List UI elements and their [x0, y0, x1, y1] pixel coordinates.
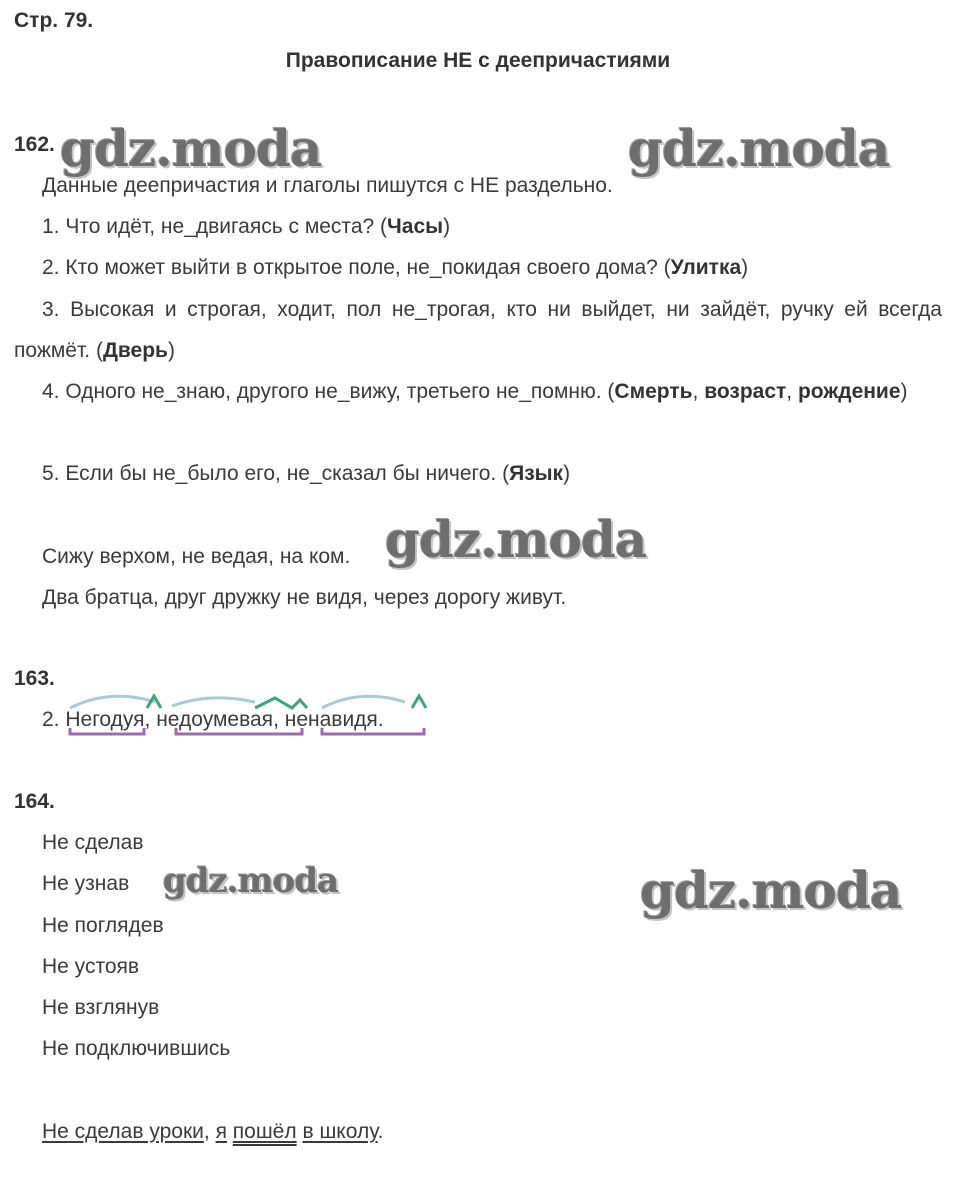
gerund-item: Не поглядев	[42, 914, 164, 937]
root-arc	[172, 698, 255, 706]
riddle-answer: Улитка	[670, 256, 742, 279]
riddle-answer: Смерть	[614, 380, 693, 403]
root-arc	[322, 696, 405, 708]
page-label: Стр. 79.	[14, 9, 94, 32]
riddle-item-1: 1. Что идёт, не_двигаясь с места? (Часы)	[42, 215, 451, 238]
suffix-mark	[412, 696, 426, 708]
watermark-logo: gdz.moda	[60, 119, 322, 178]
exercise-162-intro: Данные деепричастия и глаголы пишутся с НЕ раздельно.	[42, 174, 613, 197]
exercise-163-number: 163.	[14, 667, 55, 690]
gerund-item: Не подключившись	[42, 1037, 231, 1060]
exercise-162-number: 162.	[14, 133, 55, 156]
watermark-logo: gdz.moda	[385, 510, 647, 569]
riddle-answer: Часы	[387, 215, 444, 238]
root-arc	[70, 696, 155, 708]
analyzed-word: Негодуя	[65, 708, 145, 731]
gerund-item: Не узнав	[42, 872, 130, 895]
riddle-answer: Язык	[509, 462, 564, 485]
riddle-line-2: Два братца, друг дружку не видя, через дорогу живут.	[42, 586, 567, 609]
gerund-item: Не сделав	[42, 831, 144, 854]
suffix-mark	[255, 698, 307, 708]
page-title: Правописание НЕ с деепричастиями	[285, 49, 671, 72]
riddle-answer: возраст	[704, 380, 787, 403]
analyzed-word: ненавидя	[284, 708, 378, 731]
riddle-answer: рождение	[797, 380, 901, 403]
gerund-item: Не взглянув	[42, 996, 160, 1019]
analyzed-word: недоумевая	[156, 708, 274, 731]
riddle-item-5: 5. Если бы не_было его, не_сказал бы ничего. (Язык)	[42, 462, 571, 485]
exercise-164-number: 164.	[14, 790, 55, 813]
exercise-163-answer: 2. Негодуя, недоумевая, ненавидя.	[42, 708, 384, 731]
watermark-logo: gdz.moda	[163, 861, 339, 901]
gerund-item: Не устояв	[42, 955, 140, 978]
riddle-answer: Дверь	[102, 339, 168, 362]
riddle-item-3: 3. Высокая и строгая, ходит, пол не_трогая, кто ни выйдет, ни зайдёт, ручку ей всегда пожмёт. (Дверь)	[14, 298, 942, 362]
watermark-logo: gdz.moda	[640, 861, 902, 920]
riddle-line-1: Сижу верхом, не ведая, на ком.	[42, 545, 351, 568]
riddle-item-4: 4. Одного не_знаю, другого не_вижу, третьего не_помню. (Смерть, возраст, рождение)	[42, 380, 908, 403]
example-sentence: Не сделав уроки, я пошёл в школу.	[42, 1120, 384, 1143]
riddle-item-2: 2. Кто может выйти в открытое поле, не_покидая своего дома? (Улитка)	[42, 256, 749, 279]
watermark-logo: gdz.moda	[628, 119, 890, 178]
